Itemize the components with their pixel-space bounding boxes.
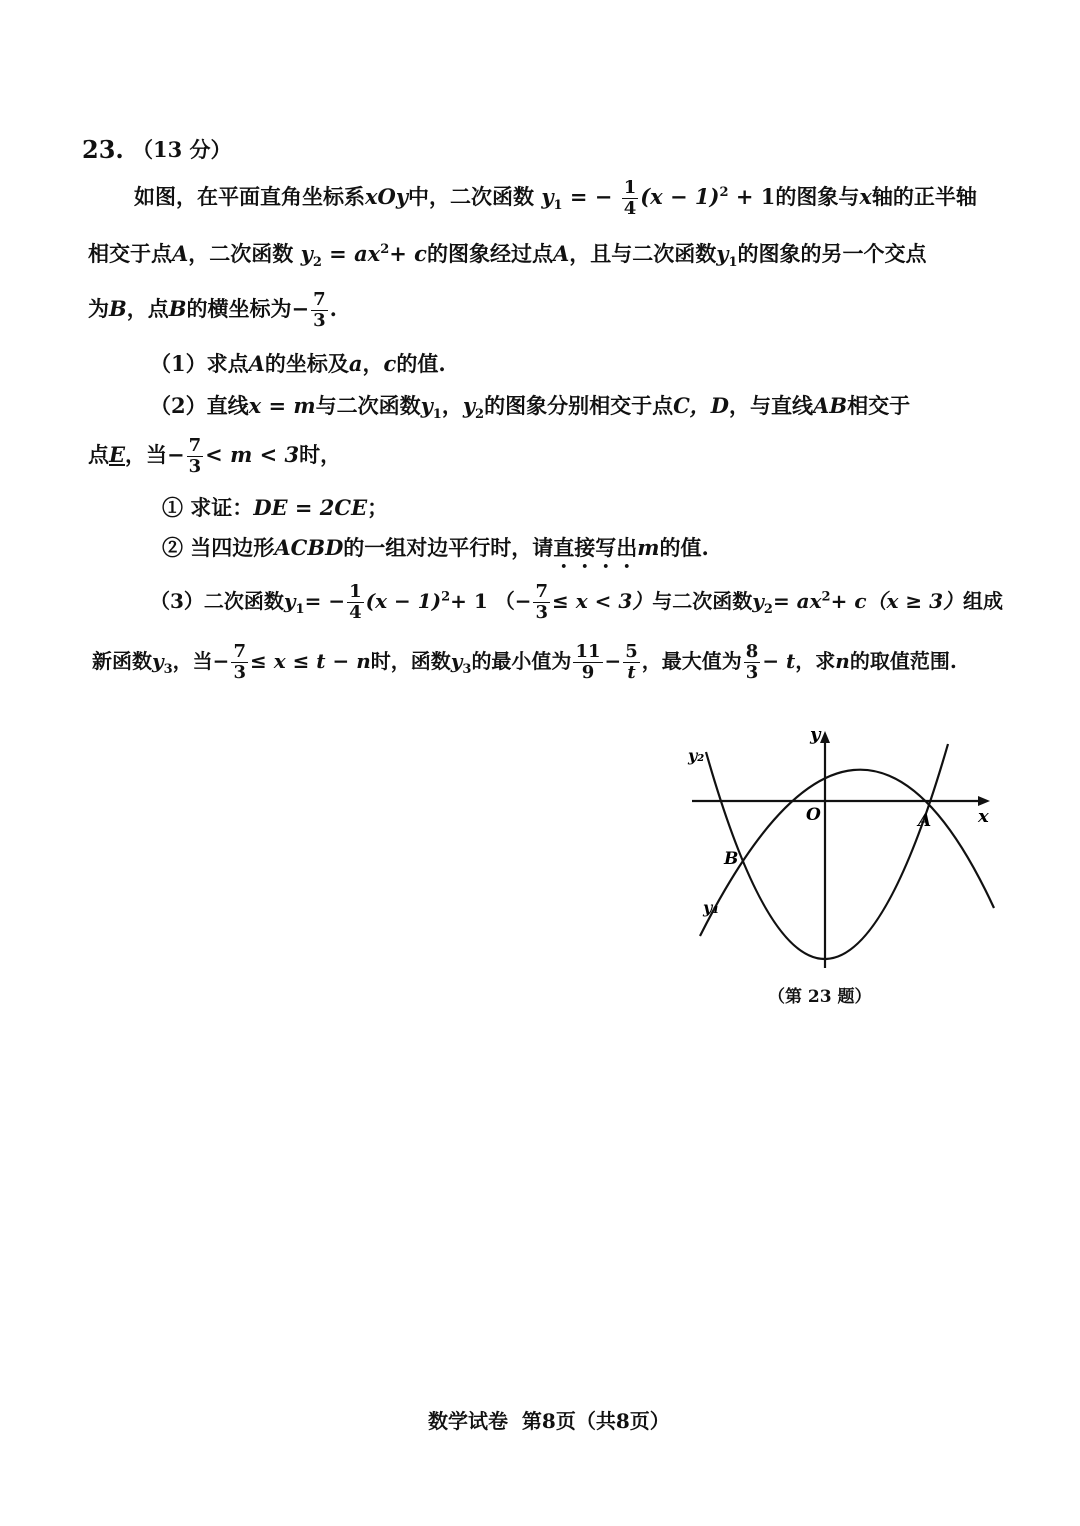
page-footer: 数学试卷 第8页（共8页） — [428, 1409, 670, 1433]
label-y1: y₁ — [703, 898, 720, 917]
fraction-one-quarter: $\frac{1}{4}$ — [623, 177, 637, 219]
label-point-b: B — [724, 849, 739, 869]
part-2-line-2: 点E，当− $\frac{7}{3}$ < m < 3时， — [88, 435, 342, 477]
x-axis-arrow — [978, 796, 990, 806]
part-2-sub-2: ② 当四边形ACBD的一组对边平行时，请直接写出m的值. — [162, 535, 709, 560]
part-3-line-1: （3）二次函数$y_1=$ − $\frac{1}{4}$ $(x - 1)^2+ 1$ （− $\frac{7}{3}$ ≤ x < 3）与二次函数$y_2= ax^2+ c(x \ge 3)$组成 — [150, 581, 1004, 623]
question-number: 23. — [82, 135, 124, 164]
fraction-seven-thirds: $\frac{7}{3}$ — [233, 641, 246, 683]
label-x: x — [978, 806, 989, 827]
y1-curve — [700, 770, 994, 936]
label-y2: y₂ — [688, 746, 705, 765]
part-2-sub-1: ① 求证：DE = 2CE； — [162, 495, 389, 520]
function-graph-figure — [680, 720, 1000, 970]
part-3-line-2: 新函数$y_3$，当− $\frac{7}{3}$ ≤ x ≤ t − n时，函数$y_3$的最小值为 $\frac{11}{9}$ − $\frac{5}{t}$ ，最大值为 $\frac{8}{3}$ − t，求n的取值范围. — [92, 641, 957, 683]
fraction-seven-thirds: $\frac{7}{3}$ — [313, 289, 326, 331]
question-points: （13 分） — [132, 137, 232, 162]
fraction-seven-thirds: $\frac{7}{3}$ — [188, 435, 202, 477]
label-point-a: A — [918, 811, 932, 831]
label-origin: O — [806, 805, 821, 825]
intro-line-3: 为B，点B的横坐标为− $\frac{7}{3}$ . — [88, 289, 337, 331]
intro-line-2: 相交于点A，二次函数 $y_2 = ax^2+ c$的图象经过点A，且与二次函数$y_1$的图象的另一个交点 — [88, 241, 927, 271]
fraction-eight-thirds: $\frac{8}{3}$ — [745, 641, 759, 683]
fraction-seven-thirds: $\frac{7}{3}$ — [535, 581, 549, 623]
fraction-eleven-ninths: $\frac{11}{9}$ — [575, 641, 601, 683]
part-1: （1）求点A的坐标及a，c的值. — [150, 351, 446, 376]
intro-line-1: 如图，在平面直角坐标系xOy中，二次函数 $y_1$ = − $\frac{1}{4}$ $(x - 1)^2 + 1$的图象与x轴的正半轴 — [134, 177, 977, 219]
fraction-one-quarter: $\frac{1}{4}$ — [349, 581, 362, 623]
label-y: y — [810, 724, 821, 745]
y-axis-arrow — [820, 731, 830, 743]
fraction-five-over-t: $\frac{5}{t}$ — [625, 641, 638, 683]
part-2-line-1: （2）直线x = m与二次函数$y_1$，$y_2$的图象分别相交于点C，D，与直线AB相交于 — [150, 393, 911, 423]
figure-caption: （第 23 题） — [768, 987, 872, 1007]
